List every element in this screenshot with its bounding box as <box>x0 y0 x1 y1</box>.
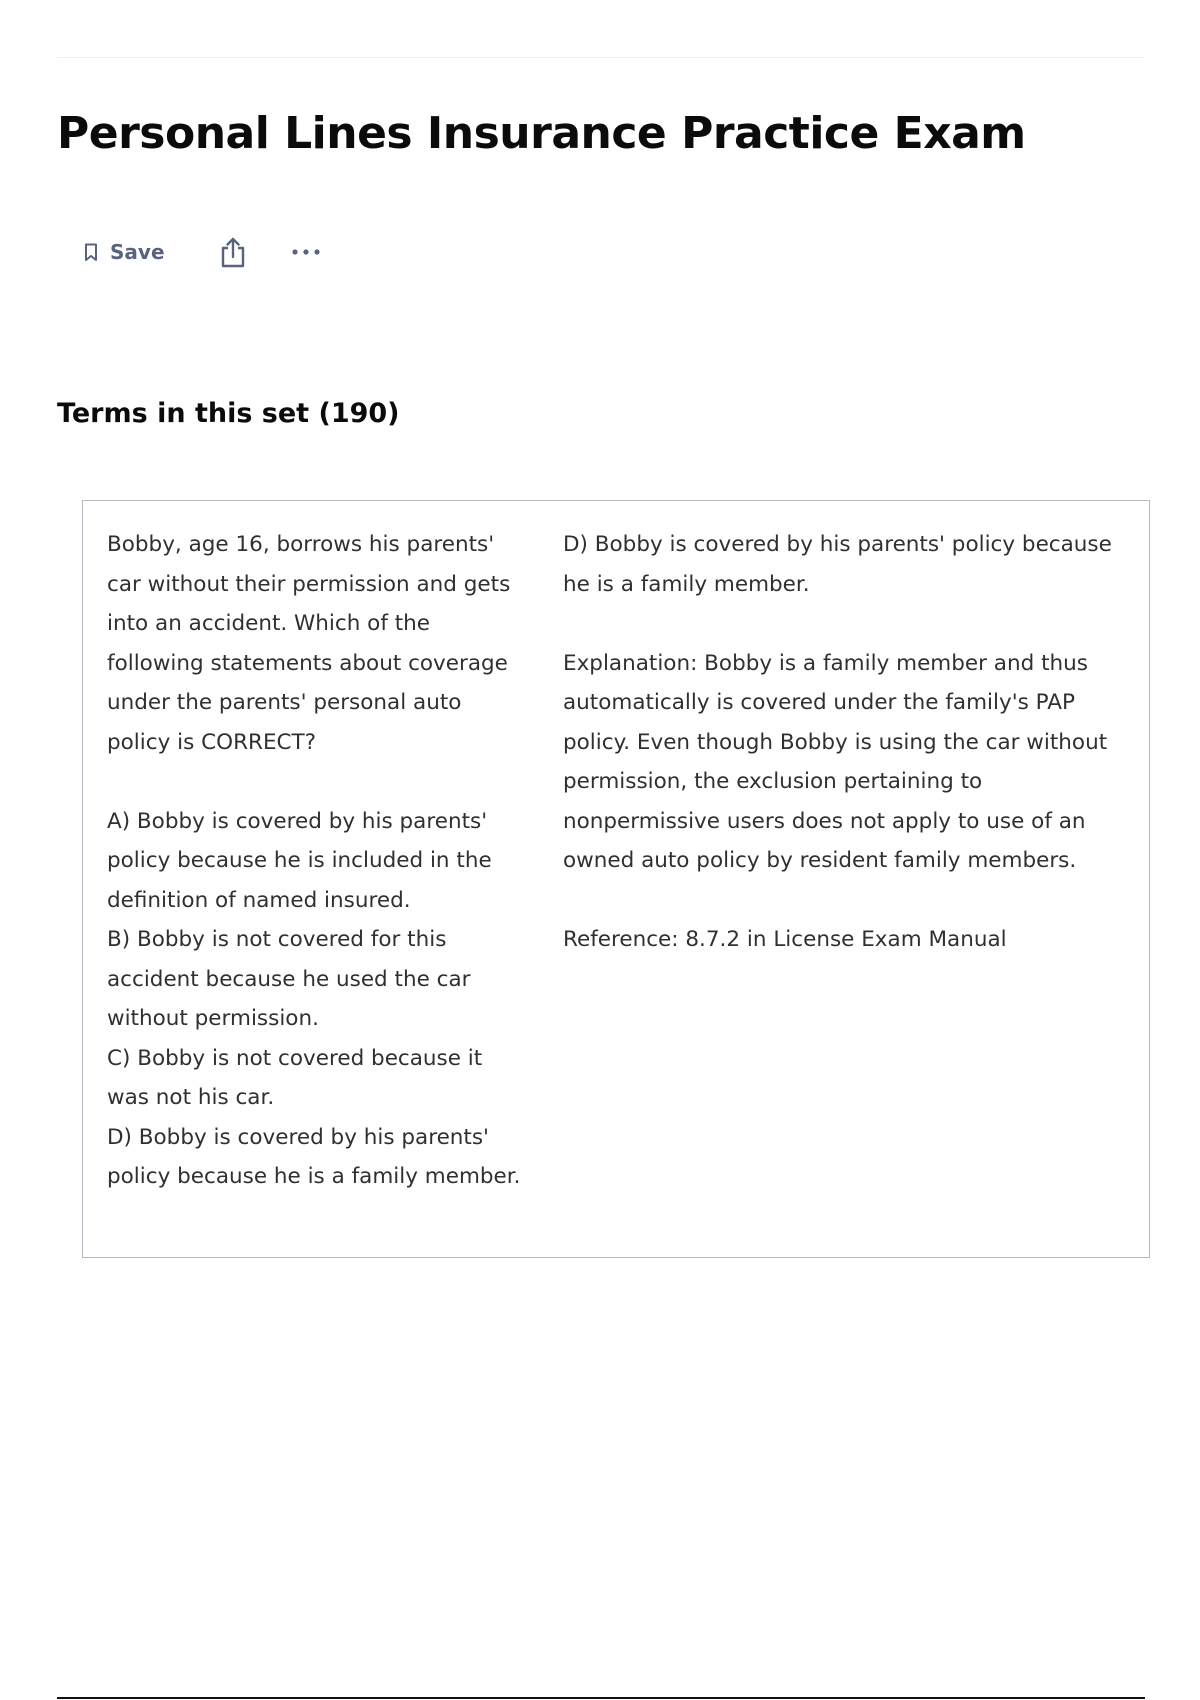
more-options-icon <box>291 248 321 256</box>
save-button[interactable] <box>84 240 165 264</box>
top-divider <box>57 57 1145 58</box>
term-text: Bobby, age 16, borrows his parents' car without their permission and gets into an accident. Which of the following statements about coverage under the parents' personal auto policy is CORRECT? A) Bobby is covered by his parents' policy because he is included in the definition of named insured. B) Bobby is not covered for this accident because he used the car without permission. C) Bobby is not covered because it was not his car. D) Bobby is covered by his parents' policy because he is a family member. <box>107 532 521 1189</box>
more-options-button[interactable] <box>291 248 321 256</box>
terms-heading: Terms in this set (190) <box>57 398 400 429</box>
share-icon <box>219 236 247 268</box>
share-button[interactable] <box>219 236 247 268</box>
bookmark-icon <box>84 243 98 262</box>
page-title: Personal Lines Insurance Practice Exam <box>57 108 1026 159</box>
bottom-divider <box>57 1697 1145 1699</box>
save-label: Save <box>110 240 165 264</box>
term-card <box>82 500 1150 1258</box>
definition-text: D) Bobby is covered by his parents' policy because he is a family member. Explanation: Bobby is a family member and thus automatically is covered under the family's PAP policy. Even though Bobby is using the car without permission, the exclusion pertaining to nonpermissive users does not apply to use of an owned auto policy by resident family members. Reference: 8.7.2 in License Exam Manual <box>563 532 1112 952</box>
action-toolbar <box>84 234 321 270</box>
